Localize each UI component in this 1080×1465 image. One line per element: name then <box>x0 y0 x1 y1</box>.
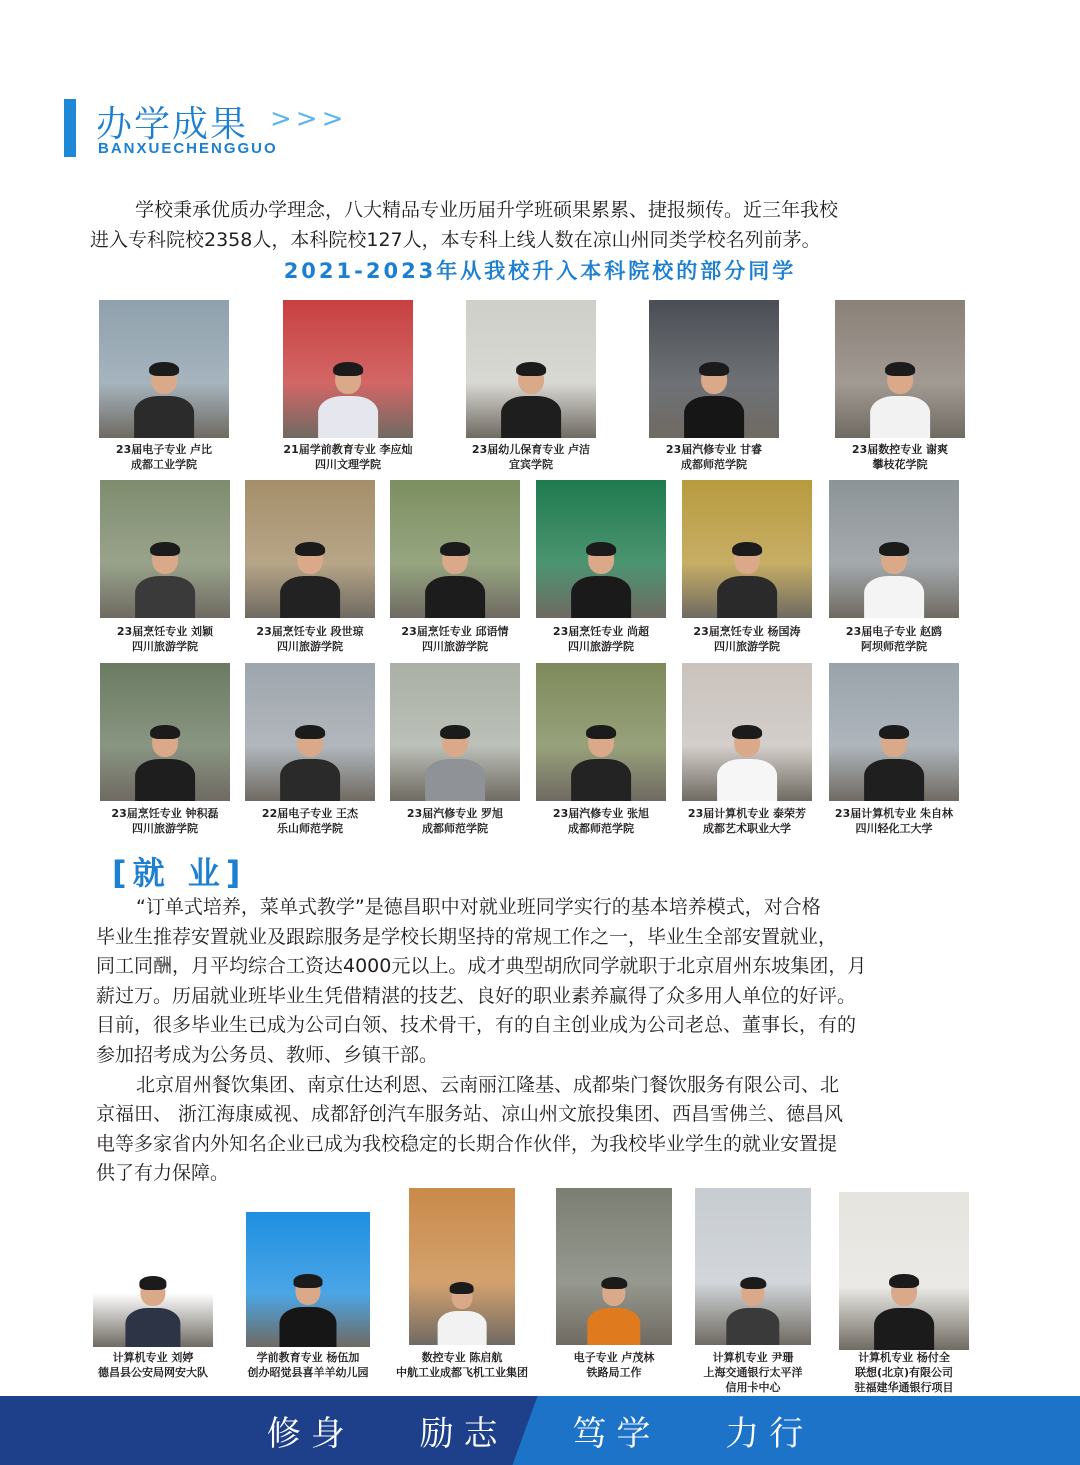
employment-line: 薪过万。历届就业班毕业生凭借精湛的技艺、良好的职业素养赢得了众多用人单位的好评。 <box>96 984 857 1007</box>
student-caption-line: 四川旅游学院 <box>132 822 198 835</box>
graduate-caption-line: 铁路局工作 <box>586 1366 642 1379</box>
student-caption-line: 23届烹饪专业 钟积磊 <box>111 807 219 820</box>
student-caption-line: 23届电子专业 赵鸥 <box>845 625 943 638</box>
student-caption-line: 23届数控专业 谢爽 <box>851 443 949 456</box>
person-icon <box>280 544 340 618</box>
person-icon <box>717 727 777 801</box>
student-caption-line: 成都师范学院 <box>568 822 634 835</box>
student-caption-line: 阿坝师范学院 <box>861 640 927 653</box>
student-caption-line: 四川轻化工大学 <box>855 822 933 835</box>
employment-line: 同工同酬，月平均综合工资达4000元以上。成才典型胡欣同学就职于北京眉州东坡集团，月 <box>96 955 867 978</box>
graduate-caption <box>389 1350 535 1380</box>
student-caption-line: 23届计算机专业 泰荣芳 <box>687 807 807 820</box>
student-caption <box>370 806 540 836</box>
gallery-title: 2021-2023年从我校升入本科院校的部分同学 <box>283 259 797 283</box>
student-photo <box>100 663 230 801</box>
person-icon <box>135 544 195 618</box>
student-photo <box>829 480 959 618</box>
person-icon <box>684 364 744 438</box>
graduate-caption-line: 学前教育专业 杨伍加 <box>256 1351 360 1364</box>
student-photo <box>682 663 812 801</box>
person-icon <box>425 544 485 618</box>
student-caption-line: 23届幼儿保育专业 卢洁 <box>471 443 591 456</box>
employment-line: 目前，很多毕业生已成为公司白领、技术骨干，有的自主创业成为公司老总、董事长，有的 <box>96 1014 857 1037</box>
student-caption-line: 23届电子专业 卢比 <box>115 443 213 456</box>
student-caption <box>809 624 979 654</box>
student-caption-line: 四川旅游学院 <box>568 640 634 653</box>
student-caption <box>809 806 979 836</box>
student-photo <box>245 480 375 618</box>
person-icon <box>870 364 930 438</box>
student-caption-line: 四川旅游学院 <box>714 640 780 653</box>
graduate-caption <box>819 1350 989 1395</box>
employment-line: 北京眉州餐饮集团、南京仕达利恩、云南丽江隆基、成都柴门餐饮服务有限公司、北 <box>136 1073 840 1096</box>
employment-line: 毕业生推荐安置就业及跟踪服务是学校长期坚持的常规工作之一，毕业生全部安置就业， <box>96 925 838 948</box>
student-photo <box>100 480 230 618</box>
person-icon <box>134 364 194 438</box>
intro-line: 学校秉承优质办学理念，八大精品专业历届升学班硕果累累、捷报频传。近三年我校 <box>135 199 839 221</box>
graduate-caption-line: 计算机专业 刘婷 <box>112 1351 194 1364</box>
motto-word: 励志 <box>419 1414 508 1454</box>
student-caption <box>662 806 832 836</box>
graduate-photo <box>409 1188 515 1345</box>
student-caption-line: 23届烹饪专业 刘颖 <box>116 625 214 638</box>
student-photo <box>536 663 666 801</box>
student-caption-line: 23届烹饪专业 邱语情 <box>401 625 509 638</box>
person-icon <box>501 364 561 438</box>
employment-title: [就 业] <box>112 854 247 892</box>
student-caption-line: 23届烹饪专业 段世琼 <box>256 625 364 638</box>
graduate-caption <box>675 1350 831 1395</box>
person-icon <box>438 1284 487 1345</box>
student-caption-line: 23届烹饪专业 尚超 <box>552 625 650 638</box>
person-icon <box>874 1276 934 1350</box>
student-caption-line: 23届汽修专业 甘睿 <box>665 443 763 456</box>
motto-word: 修身 <box>266 1414 355 1454</box>
person-icon <box>726 1279 779 1345</box>
graduate-caption-line: 中航工业成都飞机工业集团 <box>396 1366 528 1379</box>
graduate-caption <box>73 1350 233 1380</box>
graduate-caption-line: 信用卡中心 <box>725 1381 781 1394</box>
student-caption-line: 四川文理学院 <box>315 458 381 471</box>
person-icon <box>864 727 924 801</box>
graduate-photo <box>93 1212 213 1347</box>
person-icon <box>280 727 340 801</box>
employment-line: “订单式培养，菜单式教学”是德昌职中对就业班同学实行的基本培养模式，对合格 <box>136 896 821 918</box>
graduate-photo <box>839 1192 969 1350</box>
student-caption-line: 宜宾学院 <box>509 458 553 471</box>
graduate-photo <box>246 1212 370 1347</box>
student-photo <box>283 300 413 438</box>
student-caption-line: 四川旅游学院 <box>132 640 198 653</box>
person-icon <box>571 727 631 801</box>
student-photo <box>99 300 229 438</box>
student-caption-line: 攀枝花学院 <box>872 458 928 471</box>
employment-line: 参加招考成为公务员、教师、乡镇干部。 <box>96 1043 439 1066</box>
student-caption <box>263 442 433 472</box>
graduate-caption-line: 计算机专业 尹珊 <box>712 1351 794 1364</box>
student-photo <box>536 480 666 618</box>
person-icon <box>125 1278 180 1347</box>
student-caption <box>516 624 686 654</box>
student-photo <box>466 300 596 438</box>
student-caption-line: 23届计算机专业 朱自林 <box>834 807 954 820</box>
student-caption-line: 四川旅游学院 <box>422 640 488 653</box>
student-photo <box>835 300 965 438</box>
chevron-right-icon: >>> <box>270 104 348 134</box>
graduate-caption-line: 驻福建华通银行项目 <box>854 1381 954 1394</box>
person-icon <box>571 544 631 618</box>
graduate-photo <box>556 1188 672 1345</box>
student-caption <box>79 442 249 472</box>
person-icon <box>279 1276 336 1347</box>
employment-line: 电等多家省内外知名企业已成为我校稳定的长期合作伙伴，为我校毕业学生的就业安置提 <box>96 1132 838 1155</box>
intro-line: 进入专科院校2358人，本科院校127人，本专科上线人数在凉山州同类学校名列前茅。 <box>90 229 821 251</box>
person-icon <box>587 1279 640 1345</box>
employment-line: 供了有力保障。 <box>96 1162 230 1185</box>
graduate-caption-line: 数控专业 陈启航 <box>421 1351 503 1364</box>
graduate-caption-line: 德昌县公安局网安大队 <box>98 1366 208 1379</box>
student-caption-line: 成都师范学院 <box>681 458 747 471</box>
graduate-caption <box>226 1350 390 1380</box>
footer-motto <box>0 1406 1080 1455</box>
student-photo <box>390 480 520 618</box>
person-icon <box>425 727 485 801</box>
student-caption-line: 成都艺术职业大学 <box>703 822 791 835</box>
student-caption-line: 成都工业学院 <box>131 458 197 471</box>
student-caption-line: 四川旅游学院 <box>277 640 343 653</box>
person-icon <box>135 727 195 801</box>
footer-banner <box>0 1396 1080 1465</box>
graduate-photo <box>695 1188 811 1345</box>
student-photo <box>682 480 812 618</box>
motto-word: 笃学 <box>572 1414 661 1454</box>
student-photo <box>390 663 520 801</box>
student-caption-line: 23届汽修专业 罗旭 <box>406 807 504 820</box>
student-caption-line: 成都师范学院 <box>422 822 488 835</box>
graduate-caption-line: 电子专业 卢茂林 <box>573 1351 655 1364</box>
student-caption <box>662 624 832 654</box>
graduate-caption-line: 创办昭觉县喜羊羊幼儿园 <box>247 1366 369 1379</box>
employment-text <box>96 893 986 1189</box>
graduate-caption-line: 计算机专业 杨付全 <box>858 1351 950 1364</box>
student-caption-line: 22届电子专业 王杰 <box>261 807 359 820</box>
student-caption <box>815 442 985 472</box>
student-photo <box>245 663 375 801</box>
student-caption-line: 23届汽修专业 张旭 <box>552 807 650 820</box>
student-caption <box>446 442 616 472</box>
person-icon <box>717 544 777 618</box>
student-photo <box>829 663 959 801</box>
student-caption-line: 23届烹饪专业 杨国涛 <box>693 625 801 638</box>
student-caption <box>370 624 540 654</box>
student-caption-line: 乐山师范学院 <box>277 822 343 835</box>
page-subtitle: BANXUECHENGGUO <box>98 140 278 157</box>
student-photo <box>649 300 779 438</box>
employment-line: 京福田、 浙江海康威视、成都舒创汽车服务站、凉山州文旅投集团、西昌雪佛兰、德昌风 <box>96 1103 844 1126</box>
page-title: 办学成果 <box>96 104 249 145</box>
header-accent-bar <box>64 99 76 157</box>
graduate-caption-line: 上海交通银行太平洋 <box>703 1366 803 1379</box>
person-icon <box>318 364 378 438</box>
intro-paragraph <box>90 195 990 255</box>
student-caption <box>516 806 686 836</box>
graduate-caption <box>536 1350 692 1380</box>
person-icon <box>864 544 924 618</box>
student-caption <box>629 442 799 472</box>
motto-word: 力行 <box>725 1414 814 1454</box>
graduate-caption-line: 联想(北京)有限公司 <box>854 1366 954 1379</box>
student-caption-line: 21届学前教育专业 李应灿 <box>283 443 413 456</box>
